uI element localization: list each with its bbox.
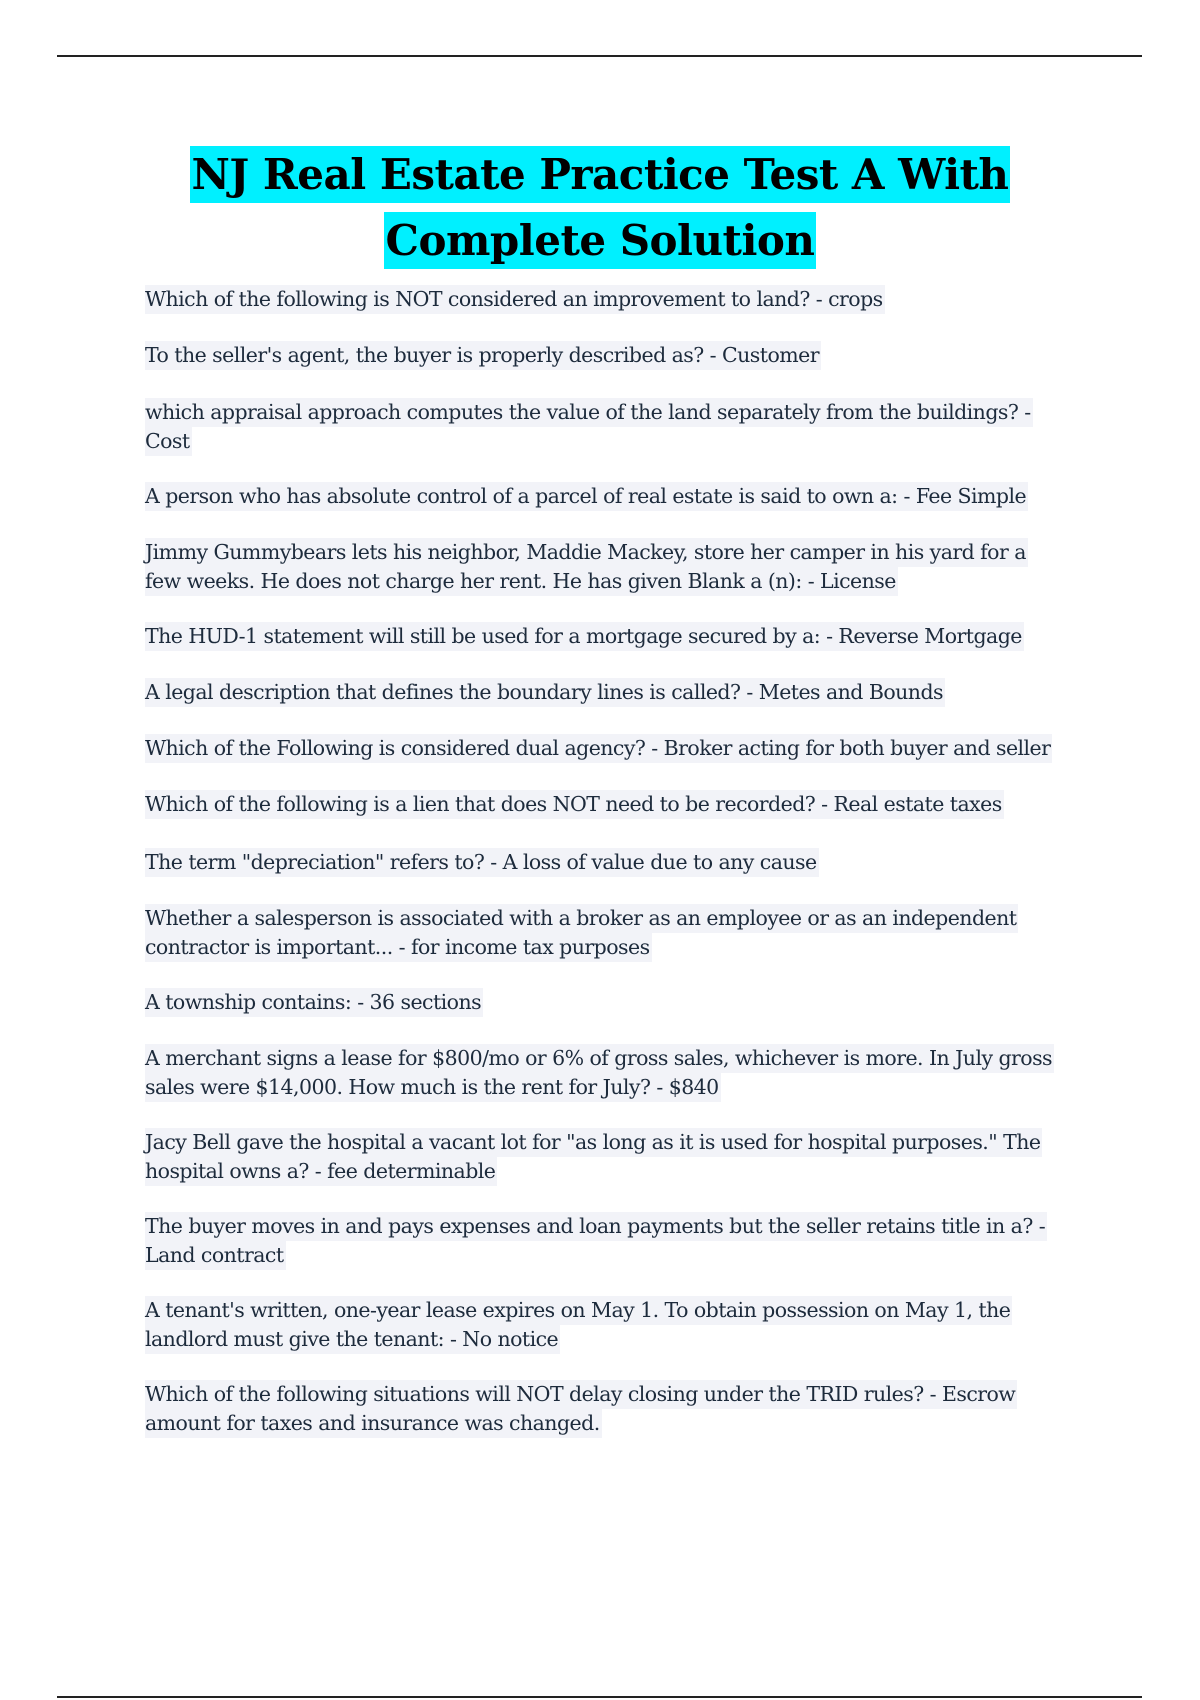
question-answer-line: The HUD-1 statement will still be used for a mortgage secured by a: - Reverse Mortgage — [145, 622, 1024, 651]
question-answer-line: The term "depreciation" refers to? - A loss of value due to any cause — [145, 848, 819, 877]
question-answer-line: Jacy Bell gave the hospital a vacant lot for "as long as it is used for hospital purposes." The — [145, 1128, 1042, 1157]
question-answer-line: Which of the Following is considered dual agency? - Broker acting for both buyer and seller — [145, 734, 1052, 763]
question-answer-line: few weeks. He does not charge her rent. He has given Blank a (n): - License — [145, 567, 898, 596]
question-answer-line: A legal description that defines the boundary lines is called? - Metes and Bounds — [145, 678, 945, 707]
question-answer-line: Land contract — [145, 1241, 286, 1270]
question-answer-item — [145, 1380, 1090, 1438]
question-answer-line: A merchant signs a lease for $800/mo or 6% of gross sales, whichever is more. In July gross — [145, 1044, 1054, 1073]
question-answer-item — [145, 1044, 1090, 1102]
question-answer-line: Which of the following is NOT considered an improvement to land? - crops — [145, 285, 885, 314]
bottom-rule — [57, 1696, 1142, 1698]
question-answer-line: hospital owns a? - fee determinable — [145, 1157, 497, 1186]
question-answer-line: Which of the following is a lien that does NOT need to be recorded? - Real estate taxes — [145, 790, 1004, 819]
question-answer-line: Jimmy Gummybears lets his neighbor, Maddie Mackey, store her camper in his yard for a — [145, 538, 1028, 567]
question-answer-line: The buyer moves in and pays expenses and loan payments but the seller retains title in a? - — [145, 1212, 1047, 1241]
question-answer-item — [145, 848, 1090, 877]
title-line-2: Complete Solution — [384, 212, 817, 269]
question-answer-item — [145, 341, 1090, 370]
question-answer-item — [145, 678, 1090, 707]
question-answer-line: Cost — [145, 427, 192, 456]
question-answer-line: A township contains: - 36 sections — [145, 988, 483, 1017]
question-answer-line: contractor is important... - for income tax purposes — [145, 933, 652, 962]
question-answer-line: Which of the following situations will NOT delay closing under the TRID rules? - Escrow — [145, 1380, 1017, 1409]
question-answer-item — [145, 622, 1090, 651]
question-answer-line: amount for taxes and insurance was changed. — [145, 1409, 602, 1438]
question-answer-item — [145, 904, 1090, 962]
question-answer-item — [145, 988, 1090, 1017]
top-rule — [57, 55, 1142, 57]
question-answer-item — [145, 734, 1090, 763]
question-answer-line: A person who has absolute control of a parcel of real estate is said to own a: - Fee Simple — [145, 482, 1028, 511]
question-answer-item — [145, 285, 1090, 314]
question-answer-line: sales were $14,000. How much is the rent for July? - $840 — [145, 1073, 721, 1102]
question-answer-item — [145, 790, 1090, 819]
question-answer-line: A tenant's written, one-year lease expires on May 1. To obtain possession on May 1, the — [145, 1296, 1012, 1325]
document-title — [0, 146, 1200, 278]
question-answer-line: which appraisal approach computes the value of the land separately from the buildings? - — [145, 398, 1033, 427]
question-answer-item — [145, 1128, 1090, 1186]
question-answer-item — [145, 1212, 1090, 1270]
question-answer-item — [145, 1296, 1090, 1354]
question-answer-line: Whether a salesperson is associated with a broker as an employee or as an independent — [145, 904, 1018, 933]
title-line-1: NJ Real Estate Practice Test A With — [190, 146, 1011, 203]
question-answer-line: To the seller's agent, the buyer is properly described as? - Customer — [145, 341, 821, 370]
question-answer-item — [145, 482, 1090, 511]
question-answer-item — [145, 398, 1090, 456]
question-answer-line: landlord must give the tenant: - No notice — [145, 1325, 560, 1354]
question-answer-item — [145, 538, 1090, 596]
